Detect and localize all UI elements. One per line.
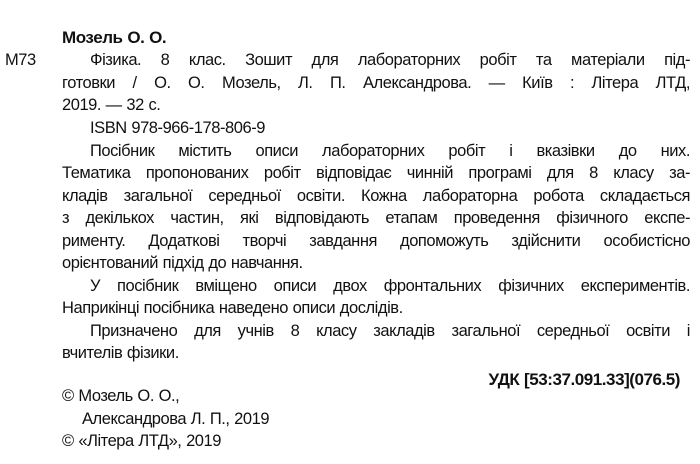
isbn: ISBN 978-966-178-806-9	[90, 119, 265, 137]
copyright-line: © Мозель О. О.,	[62, 387, 180, 405]
abstract-line: Призначено для учнів 8 класу закладів загальної середньої освіти і	[90, 322, 690, 340]
copyright-line: Александрова Л. П., 2019	[82, 410, 270, 428]
description-line: 2019. — 32 с.	[62, 96, 161, 114]
udc-code: УДК [53:37.091.33](076.5)	[488, 370, 680, 389]
abstract-line: Тематика пропонованих робіт відповідає чинній програмі для 8 класу за-	[62, 164, 690, 182]
copyright-line: © «Літера ЛТД», 2019	[62, 432, 221, 450]
abstract-line: Посібник містить описи лабораторних робіт і вказівки до них.	[90, 142, 690, 160]
description-line: Фізика. 8 клас. Зошит для лабораторних робіт та матеріали під-	[90, 51, 690, 69]
description-line: готовки / О. О. Мозель, Л. П. Александрова. — Київ : Літера ЛТД,	[62, 74, 690, 92]
abstract-line: з декількох частин, які відповідають етапам проведення фізичного експе-	[62, 209, 690, 227]
abstract-line: кладів загальної середньої освіти. Кожна лабораторна робота складається	[62, 187, 690, 205]
abstract-line: У посібник вміщено описи двох фронтальних фізичних експериментів.	[90, 277, 690, 295]
abstract-line: орієнтований підхід до навчання.	[62, 254, 303, 272]
author-heading: Мозель О. О.	[62, 28, 167, 47]
abstract-line: вчителів фізики.	[62, 344, 179, 362]
abstract-line: рименту. Додаткові творчі завдання допоможуть здійснити особистісно	[62, 232, 690, 250]
abstract-line: Наприкінці посібника наведено описи дослідів.	[62, 299, 403, 317]
call-number: М73	[5, 51, 36, 69]
